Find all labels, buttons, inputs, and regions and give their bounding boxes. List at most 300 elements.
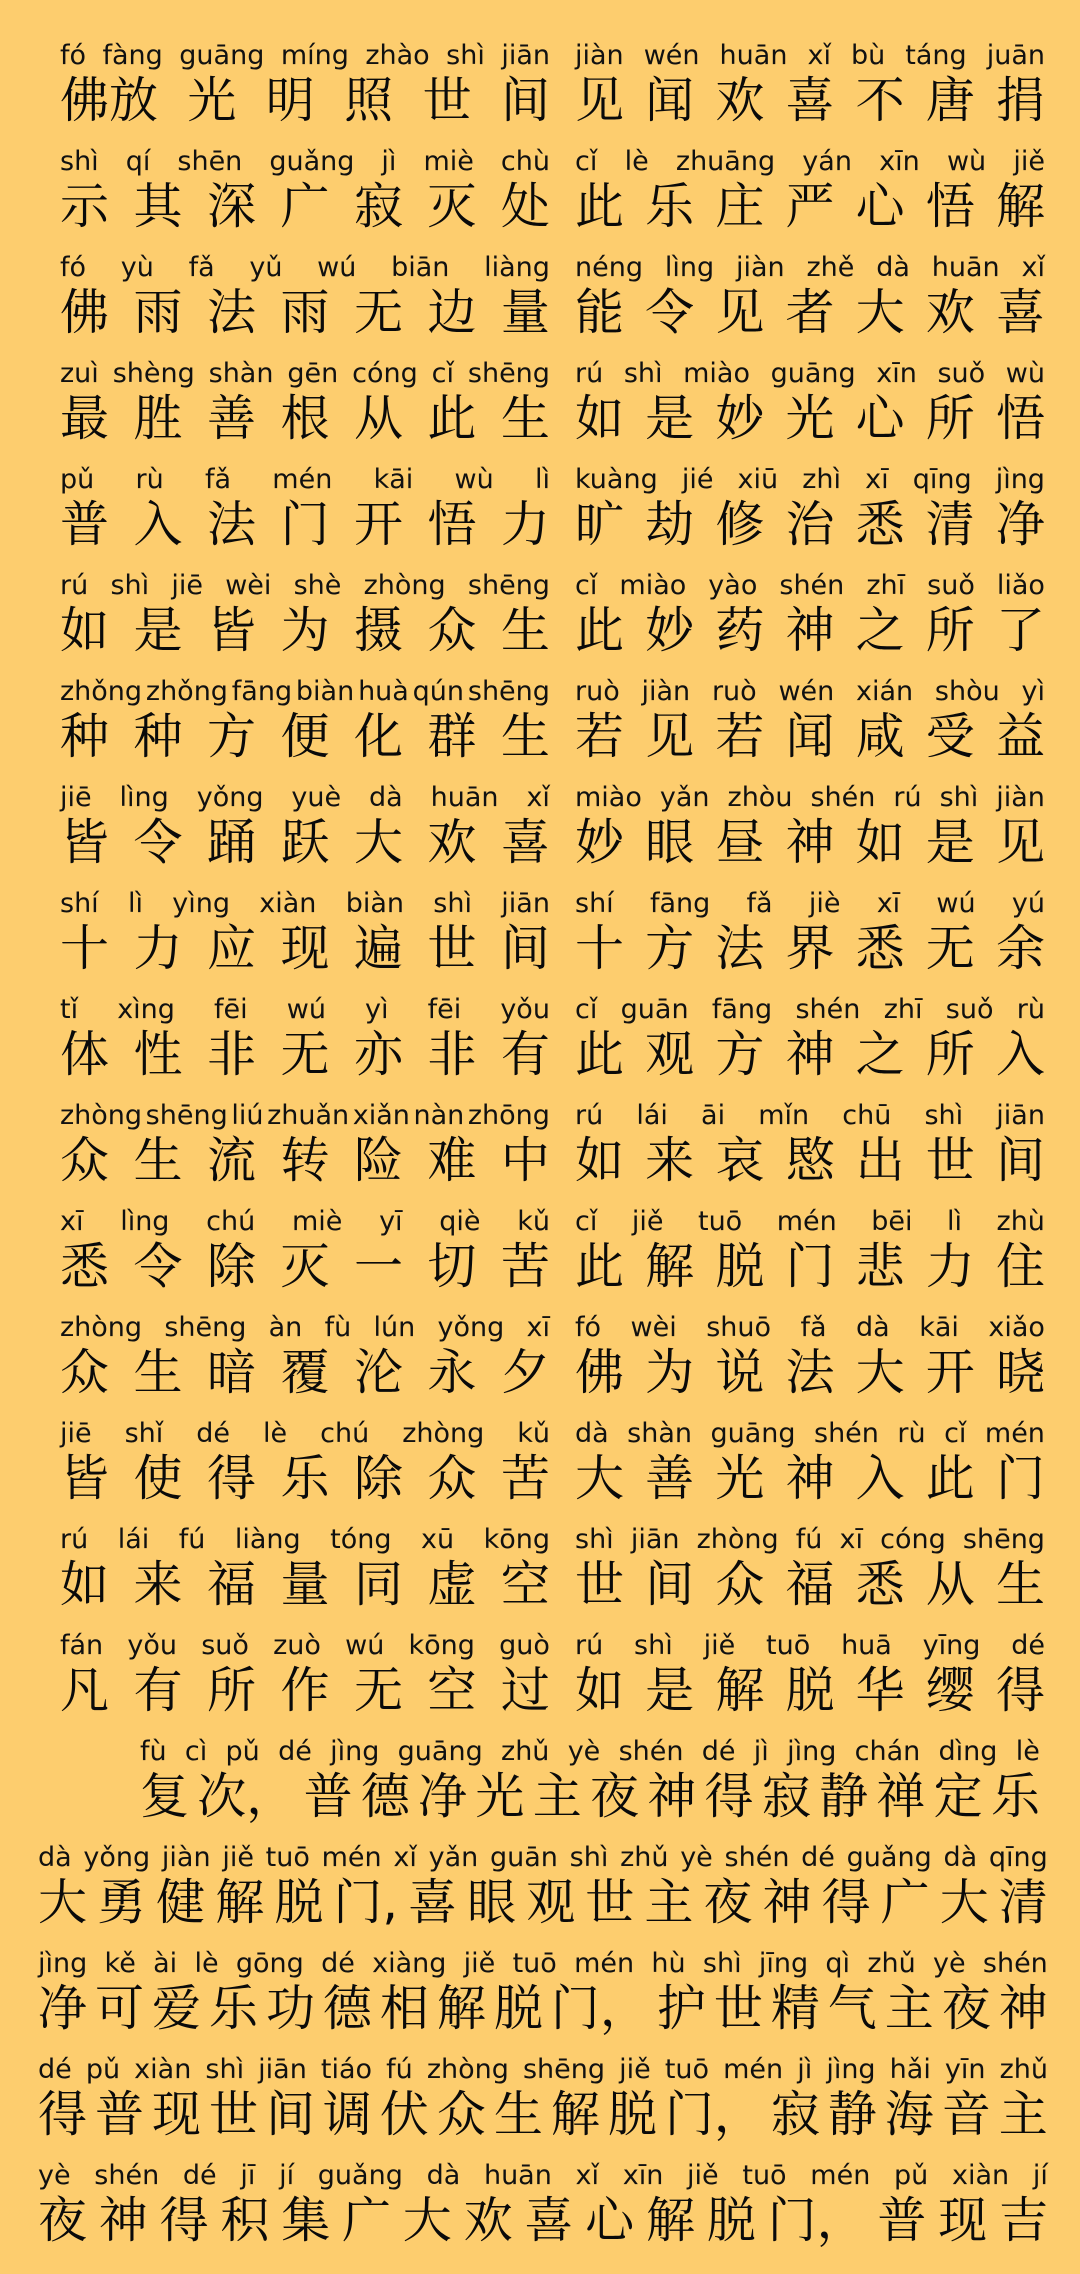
pinyin-syllable: xiàn [134, 2054, 192, 2085]
hanzi-char: 群 [427, 708, 477, 765]
pinyin-syllable: tiáo [320, 2054, 373, 2085]
pinyin-syllable: qì [825, 1948, 851, 1979]
hanzi-char: 观 [526, 1874, 576, 1931]
hanzi-char: 来 [133, 1556, 183, 1613]
hanzi-char: 此 [575, 1026, 625, 1083]
pinyin-line [38, 1840, 1048, 1876]
pinyin-syllable: yīng [922, 1630, 981, 1661]
hanzi-char: 如 [60, 602, 110, 659]
hanzi-char: 流 [206, 1132, 256, 1189]
pinyin-syllable: suǒ [945, 994, 994, 1025]
pinyin-line [38, 2158, 1048, 2194]
hanzi-char: 相 [379, 1980, 429, 2037]
pinyin-syllable: bù [850, 40, 886, 71]
pinyin-syllable: shén [94, 2160, 160, 2191]
hanzi-char: 福 [785, 1556, 835, 1613]
pinyin-syllable: jìng [995, 464, 1045, 495]
pinyin-syllable: shēng [467, 570, 550, 601]
hanzi-char: 应 [206, 920, 256, 977]
pinyin-syllable: yī [379, 1206, 403, 1237]
hanzi-char: 净 [995, 496, 1045, 553]
pinyin-syllable: rú [60, 570, 89, 601]
hanzi-char: 令 [645, 284, 695, 341]
pinyin-syllable: kāi [373, 464, 414, 495]
hanzi-char: 气 [827, 1980, 877, 2037]
hanzi-char: 普 [94, 2086, 144, 2143]
hanzi-char: 说 [715, 1344, 765, 1401]
hanzi-line [575, 706, 1045, 768]
pinyin-line [60, 780, 550, 816]
hanzi-char: 过 [500, 1662, 550, 1719]
hanzi-char: 福 [206, 1556, 256, 1613]
pinyin-line [575, 250, 1045, 286]
hanzi-char: 门， [664, 2086, 763, 2143]
pinyin-syllable: fāng [711, 994, 773, 1025]
hanzi-char: 如 [575, 1662, 625, 1719]
pinyin-syllable: jī [240, 2160, 256, 2191]
pinyin-syllable: rú [60, 1524, 89, 1555]
pinyin-syllable: yǒng [83, 1842, 151, 1873]
hanzi-char: 门 [785, 1238, 835, 1295]
verse-right [575, 1204, 1045, 1310]
hanzi-char: 来 [645, 1132, 695, 1189]
pinyin-syllable: kǔ [517, 1206, 550, 1237]
pinyin-line [60, 886, 550, 922]
pinyin-syllable: cóng [880, 1524, 946, 1555]
hanzi-char: 此 [925, 1450, 975, 1507]
hanzi-char: 如 [575, 390, 625, 447]
hanzi-char: 间 [500, 920, 550, 977]
pinyin-syllable: fó [60, 252, 87, 283]
hanzi-char: 世 [422, 72, 472, 129]
pinyin-syllable: zhòng [60, 1312, 143, 1343]
hanzi-line [575, 812, 1045, 874]
hanzi-char: 世 [713, 1980, 763, 2037]
hanzi-char: 灭 [280, 1238, 330, 1295]
hanzi-char: 非 [206, 1026, 256, 1083]
pinyin-syllable: jiān [501, 888, 550, 919]
hanzi-char: 修 [715, 496, 765, 553]
hanzi-char: 转 [280, 1132, 330, 1189]
pinyin-syllable: shǐ [124, 1418, 164, 1449]
pinyin-syllable: shēng [467, 358, 550, 389]
pinyin-syllable: jiě [703, 1630, 736, 1661]
verse-row [0, 992, 1080, 1098]
hanzi-char: 门 [995, 1450, 1045, 1507]
pinyin-syllable: yán [802, 146, 852, 177]
pinyin-line [575, 992, 1045, 1028]
pinyin-syllable: jié [681, 464, 714, 495]
hanzi-line [575, 1024, 1045, 1086]
hanzi-char: 空 [427, 1662, 477, 1719]
hanzi-char: 非 [427, 1026, 477, 1083]
pinyin-syllable: kǔ [517, 1418, 550, 1449]
verse-right [575, 144, 1045, 250]
hanzi-char: 此 [575, 178, 625, 235]
pinyin-syllable: xīn [876, 358, 917, 389]
hanzi-char: 众 [427, 602, 477, 659]
hanzi-char: 佛 [575, 1344, 625, 1401]
pinyin-syllable: wú [936, 888, 976, 919]
pinyin-syllable: wù [1005, 358, 1045, 389]
hanzi-char: 开 [925, 1344, 975, 1401]
hanzi-char: 苦 [500, 1450, 550, 1507]
hanzi-char: 普 [877, 2192, 927, 2249]
pinyin-syllable: jiān [258, 2054, 307, 2085]
hanzi-char: 夜 [38, 2192, 88, 2249]
pinyin-syllable: cǐ [431, 358, 454, 389]
pinyin-syllable: xián [856, 676, 914, 707]
hanzi-char: 是 [645, 1662, 695, 1719]
hanzi-char: 方 [206, 708, 256, 765]
hanzi-char: 神 [647, 1768, 697, 1825]
hanzi-char: 门， [550, 1980, 649, 2037]
hanzi-char: 入 [133, 496, 183, 553]
verse-right [575, 38, 1045, 144]
pinyin-line [575, 462, 1045, 498]
prose-line [38, 2052, 1048, 2158]
pinyin-syllable: guāng [770, 358, 856, 389]
verse-left [60, 1522, 550, 1628]
pinyin-line [575, 356, 1045, 392]
hanzi-line [60, 706, 550, 768]
hanzi-char: 如 [575, 1132, 625, 1189]
hanzi-char: 脱 [785, 1662, 835, 1719]
hanzi-char: 积 [220, 2192, 270, 2249]
pinyin-syllable: nàn [413, 1100, 465, 1131]
pinyin-syllable: shì [60, 146, 99, 177]
hanzi-line [60, 1660, 550, 1722]
pinyin-syllable: miào [619, 570, 687, 601]
hanzi-char: 昼 [715, 814, 765, 871]
pinyin-syllable: miào [575, 782, 642, 813]
pinyin-syllable: shén [618, 1736, 684, 1767]
pinyin-syllable: jí [279, 2160, 295, 2191]
pinyin-syllable: wèi [630, 1312, 677, 1343]
hanzi-line [575, 70, 1045, 132]
hanzi-char: 虚 [427, 1556, 477, 1613]
hanzi-char: 是 [925, 814, 975, 871]
hanzi-char: 功 [265, 1980, 315, 2037]
pinyin-syllable: fó [575, 1312, 602, 1343]
hanzi-char: 出 [855, 1132, 905, 1189]
verse-left [60, 674, 550, 780]
pinyin-syllable: rú [575, 1630, 604, 1661]
hanzi-char: 世 [427, 920, 477, 977]
pinyin-syllable: biàn [295, 676, 355, 707]
pinyin-syllable: lì [127, 888, 143, 919]
hanzi-line [575, 388, 1045, 450]
pinyin-syllable: guāng [397, 1736, 483, 1767]
pinyin-line [575, 674, 1045, 710]
pinyin-syllable: mén [723, 2054, 784, 2085]
pinyin-syllable: chú [206, 1206, 256, 1237]
hanzi-char: 广 [880, 1874, 930, 1931]
hanzi-char: 生 [500, 708, 550, 765]
pinyin-syllable: miè [291, 1206, 343, 1237]
hanzi-char: 善 [645, 1450, 695, 1507]
pinyin-syllable: dé [278, 1736, 312, 1767]
pinyin-syllable: yè [567, 1736, 601, 1767]
pinyin-syllable: zhào [365, 40, 430, 71]
verse-row [0, 462, 1080, 568]
pinyin-syllable: shì [575, 1524, 614, 1555]
pinyin-line [38, 1946, 1048, 1982]
hanzi-char: 是 [133, 602, 183, 659]
prose-row [0, 1734, 1080, 1840]
hanzi-char: 妙 [715, 390, 765, 447]
pinyin-syllable: xī [526, 1312, 550, 1343]
hanzi-char: 苦 [500, 1238, 550, 1295]
hanzi-char: 爱 [151, 1980, 201, 2037]
verse-row [0, 250, 1080, 356]
hanzi-char: 生 [500, 390, 550, 447]
pinyin-syllable: yuè [291, 782, 342, 813]
verse-row [0, 780, 1080, 886]
pinyin-syllable: cì [184, 1736, 208, 1767]
pinyin-syllable: dìng [938, 1736, 998, 1767]
hanzi-char: 间 [500, 72, 550, 129]
hanzi-char: 门, [333, 1874, 398, 1931]
pinyin-syllable: cóng [352, 358, 418, 389]
verse-left [60, 144, 550, 250]
pinyin-syllable: bēi [871, 1206, 913, 1237]
hanzi-char: 法 [206, 496, 256, 553]
pinyin-syllable: tuō [664, 2054, 710, 2085]
pinyin-syllable: zhòng [363, 570, 446, 601]
pinyin-syllable: lái [117, 1524, 150, 1555]
verse-right [575, 1522, 1045, 1628]
pinyin-syllable: ruò [711, 676, 757, 707]
hanzi-char: 根 [280, 390, 330, 447]
hanzi-char: 体 [60, 1026, 110, 1083]
hanzi-line [140, 1766, 1040, 1828]
pinyin-syllable: shí [60, 888, 99, 919]
hanzi-char: 明 [265, 72, 315, 129]
hanzi-char: 广 [341, 2192, 391, 2249]
hanzi-line [575, 494, 1045, 556]
pinyin-syllable: jiě [619, 2054, 651, 2085]
pinyin-line [38, 2052, 1048, 2088]
pinyin-syllable: fǎ [746, 888, 773, 919]
hanzi-char: 间 [645, 1556, 695, 1613]
pinyin-syllable: huān [931, 252, 1000, 283]
pinyin-syllable: hǎi [889, 2054, 931, 2085]
hanzi-char: 欢 [463, 2192, 513, 2249]
hanzi-char: 力 [925, 1238, 975, 1295]
hanzi-char: 喜 [500, 814, 550, 871]
pinyin-syllable: xī [876, 888, 901, 919]
hanzi-char: 法 [206, 284, 256, 341]
hanzi-char: 次， [197, 1768, 296, 1825]
hanzi-char: 解 [645, 2192, 695, 2249]
hanzi-line [60, 176, 550, 238]
pinyin-syllable: xǐ [575, 2160, 600, 2191]
pinyin-syllable: zhù [996, 1206, 1045, 1237]
pinyin-syllable: cǐ [575, 1206, 598, 1237]
prose-line [38, 1840, 1048, 1946]
hanzi-char: 捐 [995, 72, 1045, 129]
prose-row [0, 1840, 1080, 1946]
hanzi-char: 遍 [353, 920, 403, 977]
pinyin-syllable: dé [196, 1418, 231, 1449]
hanzi-char: 清 [925, 496, 975, 553]
verse-row [0, 356, 1080, 462]
hanzi-char: 脱 [607, 2086, 657, 2143]
pinyin-line [60, 674, 550, 710]
pinyin-syllable: liǎo [996, 570, 1045, 601]
hanzi-char: 音 [941, 2086, 991, 2143]
hanzi-char: 所 [925, 390, 975, 447]
hanzi-char: 神 [785, 1026, 835, 1083]
verse-row [0, 1416, 1080, 1522]
pinyin-syllable: qún [412, 676, 465, 707]
hanzi-char: 间 [265, 2086, 315, 2143]
pinyin-syllable: dà [369, 782, 403, 813]
hanzi-char: 受 [925, 708, 975, 765]
pinyin-line [575, 886, 1045, 922]
hanzi-char: 调 [322, 2086, 372, 2143]
hanzi-line [60, 918, 550, 980]
hanzi-line [575, 282, 1045, 344]
hanzi-char: 生 [500, 602, 550, 659]
pinyin-syllable: wù [946, 146, 987, 177]
pinyin-syllable: huān [719, 40, 788, 71]
hanzi-char: 方 [645, 920, 695, 977]
pinyin-syllable: shòu [934, 676, 1000, 707]
hanzi-char: 光 [785, 390, 835, 447]
pinyin-syllable: fǎ [800, 1312, 827, 1343]
hanzi-char: 益 [995, 708, 1045, 765]
pinyin-syllable: xī [865, 464, 889, 495]
hanzi-char: 药 [715, 602, 765, 659]
hanzi-char: 能 [575, 284, 625, 341]
hanzi-char: 此 [575, 602, 625, 659]
pinyin-syllable: zhǔ [999, 2054, 1048, 2085]
hanzi-char: 乐 [208, 1980, 258, 2037]
hanzi-char: 净 [38, 1980, 88, 2037]
hanzi-char: 便 [280, 708, 330, 765]
hanzi-char: 佛放 [60, 72, 159, 129]
verse-row [0, 674, 1080, 780]
verse-right [575, 250, 1045, 356]
pinyin-syllable: shì [433, 888, 472, 919]
pinyin-syllable: shén [982, 1948, 1048, 1979]
pinyin-syllable: dé [1011, 1630, 1045, 1661]
hanzi-char: 力 [500, 496, 550, 553]
hanzi-char: 清 [998, 1874, 1048, 1931]
hanzi-char: 解 [550, 2086, 600, 2143]
pinyin-syllable: jìng [826, 2054, 876, 2085]
hanzi-char: 悲 [855, 1238, 905, 1295]
hanzi-char: 大 [855, 284, 905, 341]
pinyin-syllable: kuàng [575, 464, 658, 495]
hanzi-line [60, 1024, 550, 1086]
pinyin-line [575, 1522, 1045, 1558]
hanzi-char: 精 [770, 1980, 820, 2037]
hanzi-char: 见 [645, 708, 695, 765]
pinyin-syllable: yì [365, 994, 389, 1025]
verse-right [575, 568, 1045, 674]
hanzi-char: 作 [280, 1662, 330, 1719]
pinyin-syllable: fāng [649, 888, 711, 919]
pinyin-syllable: mǐn [758, 1100, 810, 1131]
pinyin-syllable: liàng [484, 252, 550, 283]
hanzi-char: 了 [995, 602, 1045, 659]
pinyin-syllable: zhǔ [867, 1948, 916, 1979]
hanzi-char: 覆 [280, 1344, 330, 1401]
verse-row [0, 568, 1080, 674]
pinyin-syllable: āi [701, 1100, 726, 1131]
pinyin-syllable: jiān [501, 40, 550, 71]
hanzi-char: 生 [133, 1344, 183, 1401]
hanzi-char: 喜 [995, 284, 1045, 341]
hanzi-char: 见 [715, 284, 765, 341]
hanzi-char: 悟 [427, 496, 477, 553]
hanzi-char: 主 [644, 1874, 694, 1931]
pinyin-syllable: zhǒng [60, 676, 143, 707]
pinyin-syllable: dé [801, 1842, 835, 1873]
pinyin-syllable: xiàng [372, 1948, 447, 1979]
pinyin-syllable: lè [624, 146, 649, 177]
hanzi-line [575, 1554, 1045, 1616]
hanzi-char: 无 [925, 920, 975, 977]
pinyin-syllable: pǔ [60, 464, 95, 495]
hanzi-char: 从 [353, 390, 403, 447]
hanzi-char: 大 [575, 1450, 625, 1507]
hanzi-char: 普 [60, 496, 110, 553]
pinyin-syllable: shēng [467, 676, 550, 707]
pinyin-syllable: táng [905, 40, 967, 71]
hanzi-char: 闻 [785, 708, 835, 765]
hanzi-char: 此 [427, 390, 477, 447]
hanzi-char: 大 [402, 2192, 452, 2249]
hanzi-char: 神 [785, 602, 835, 659]
hanzi-char: 十 [575, 920, 625, 977]
hanzi-char: 法 [715, 920, 765, 977]
pinyin-syllable: xīn [622, 2160, 664, 2191]
pinyin-syllable: rù [1016, 994, 1045, 1025]
hanzi-char: 禅 [876, 1768, 926, 1825]
hanzi-char: 脱 [493, 1980, 543, 2037]
hanzi-char: 脱 [274, 1874, 324, 1931]
pinyin-syllable: guǎng [317, 2160, 403, 2191]
hanzi-char: 若 [715, 708, 765, 765]
verse-row [0, 1098, 1080, 1204]
pinyin-syllable: yǎn [659, 782, 710, 813]
pinyin-syllable: míng [280, 40, 349, 71]
pinyin-syllable: rù [897, 1418, 926, 1449]
hanzi-char: 德 [322, 1980, 372, 2037]
hanzi-char: 大 [38, 1874, 88, 1931]
pinyin-syllable: lìng [119, 782, 169, 813]
hanzi-char: 令 [133, 814, 183, 871]
hanzi-char: 现 [280, 920, 330, 977]
pinyin-syllable: dà [876, 252, 910, 283]
pinyin-syllable: biàn [345, 888, 405, 919]
pinyin-syllable: jiě [222, 1842, 254, 1873]
hanzi-char: 有 [133, 1662, 183, 1719]
pinyin-syllable: zuì [60, 358, 99, 389]
pinyin-syllable: jiě [463, 1948, 496, 1979]
hanzi-char: 世 [925, 1132, 975, 1189]
hanzi-char: 现 [151, 2086, 201, 2143]
hanzi-char: 悟 [995, 390, 1045, 447]
hanzi-line [38, 1872, 1048, 1934]
pinyin-syllable: zhǔ [620, 1842, 669, 1873]
hanzi-char: 唐 [925, 72, 975, 129]
pinyin-syllable: mén [321, 1842, 382, 1873]
